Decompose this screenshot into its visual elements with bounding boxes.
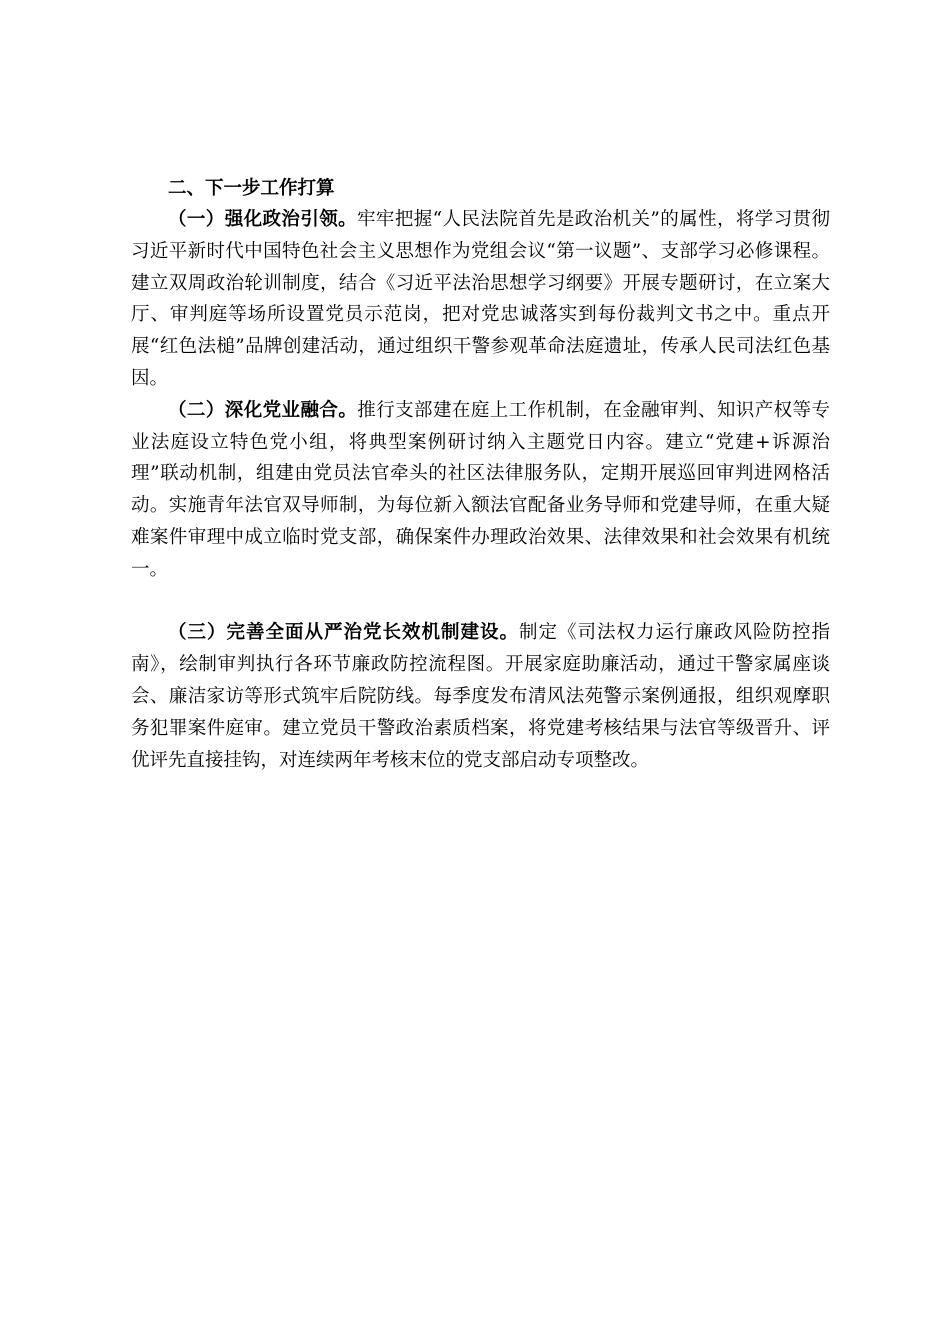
paragraph-lead: （二）深化党业融合。 [168,399,358,421]
section-heading: 二、下一步工作打算 [168,178,335,199]
paragraph-lead: （一）强化政治引领。 [168,209,358,230]
paragraph-political-leadership [131,204,830,395]
paragraph-body: 牢牢把握“人民法院首先是政治机关”的属性，将学习贯彻习近平新时代中国特色社会主义思想作为党组会议“第一议题”、支部学习必修课程。建立双周政治轮训制度，结合《习近平法治思想学习纲要》开展专题研讨，在立案大厅、审判庭等场所设置党员示范岗，把对党忠诚落实到每份裁判文书之中。重点开展“红色法槌”品牌创建活动，通过组织干警参观革命法庭遗址，传承人民司法红色基因。 [131,209,830,389]
paragraph-party-business-integration [131,395,830,586]
paragraph-body: 制定《司法权力运行廉政风险防控指南》，绘制审判执行各环节廉政防控流程图。开展家庭助廉活动，通过干警家属座谈会、廉洁家访等形式筑牢后院防线。每季度发布清风法苑警示案例通报，组织观摩职务犯罪案件庭审。建立党员干警政治素质档案，将党建考核结果与法官等级晋升、评优评先直接挂钩，对连续两年考核末位的党支部启动专项整改。 [131,622,830,771]
paragraph-body: 推行支部建在庭上工作机制，在金融审判、知识产权等专业法庭设立特色党小组，将典型案例研讨纳入主题党日内容。建立“党建+诉源治理”联动机制，组建由党员法官牵头的社区法律服务队，定期开展巡回审判进网格活动。实施青年法官双导师制，为每位新入额法官配备业务导师和党建导师，在重大疑难案件审理中成立临时党支部，确保案件办理政治效果、法律效果和社会效果有机统一。 [131,399,830,580]
paragraph-lead: （三）完善全面从严治党长效机制建设。 [168,622,519,644]
document-body [131,174,830,776]
paragraph-strict-governance [131,617,830,776]
